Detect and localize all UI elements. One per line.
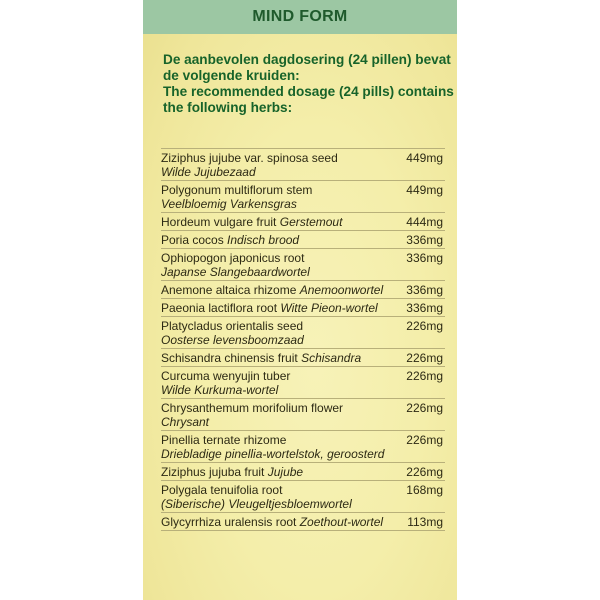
herb-dutch-name: Oosterse levensboomzaad xyxy=(161,333,304,347)
herb-row xyxy=(161,512,445,531)
herb-dose: 168mg xyxy=(406,483,443,497)
herb-name: Hordeum vulgare fruit xyxy=(161,215,277,229)
herb-dose: 336mg xyxy=(406,301,443,315)
herb-row xyxy=(161,366,445,398)
herb-dutch-name: Wilde Kurkuma-wortel xyxy=(161,383,279,397)
herb-row xyxy=(161,462,445,480)
herb-row xyxy=(161,180,445,212)
herb-row xyxy=(161,212,445,230)
herb-name: Poria cocos xyxy=(161,233,224,247)
intro-line: The recommended dosage (24 pills) contains xyxy=(163,84,454,99)
herb-dose: 113mg xyxy=(407,515,443,529)
herb-dutch-name: Anemoonwortel xyxy=(299,283,384,297)
herb-dose: 226mg xyxy=(406,351,443,365)
herb-row xyxy=(161,248,445,280)
herb-dose: 336mg xyxy=(406,283,443,297)
herb-name: Chrysanthemum morifolium flower xyxy=(161,401,344,415)
herb-dutch-name: Jujube xyxy=(267,465,304,479)
dosage-intro xyxy=(163,52,453,116)
herb-dose: 444mg xyxy=(406,215,443,229)
herb-name: Ziziphus jujuba fruit xyxy=(161,465,265,479)
herb-table xyxy=(161,148,445,531)
herb-dutch-name: Chrysant xyxy=(161,415,210,429)
herb-dutch-name: Indisch brood xyxy=(227,233,300,247)
herb-name: Curcuma wenyujin tuber xyxy=(161,369,291,383)
herb-row xyxy=(161,430,445,462)
herb-row xyxy=(161,316,445,348)
herb-name: Glycyrrhiza uralensis root xyxy=(161,515,297,529)
intro-line: de volgende kruiden: xyxy=(163,68,300,83)
herb-dose: 336mg xyxy=(406,233,443,247)
herb-dutch-name: (Siberische) Vleugeltjesbloemwortel xyxy=(161,497,352,511)
herb-dutch-name: Schisandra xyxy=(301,351,362,365)
herb-name: Paeonia lactiflora root xyxy=(161,301,278,315)
product-label xyxy=(143,0,457,600)
herb-row xyxy=(161,398,445,430)
herb-dose: 226mg xyxy=(406,369,443,383)
herb-row xyxy=(161,348,445,366)
herb-name: Platycladus orientalis seed xyxy=(161,319,304,333)
herb-dutch-name: Wilde Jujubezaad xyxy=(161,165,256,179)
herb-dutch-name: Zoethout-wortel xyxy=(299,515,384,529)
herb-dutch-name: Veelbloemig Varkensgras xyxy=(161,197,297,211)
herb-row xyxy=(161,148,445,180)
herb-name: Ophiopogon japonicus root xyxy=(161,251,305,265)
herb-dose: 336mg xyxy=(406,251,443,265)
title-band xyxy=(143,0,457,34)
herb-dutch-name: Witte Pieon-wortel xyxy=(280,301,378,315)
intro-line: De aanbevolen dagdosering (24 pillen) bevat xyxy=(163,52,451,67)
herb-dose: 226mg xyxy=(406,319,443,333)
herb-name: Schisandra chinensis fruit xyxy=(161,351,298,365)
label-title: MIND FORM xyxy=(252,8,348,25)
herb-dutch-name: Gerstemout xyxy=(279,215,343,229)
herb-row xyxy=(161,230,445,248)
herb-dose: 226mg xyxy=(406,401,443,415)
herb-row xyxy=(161,298,445,316)
herb-name: Ziziphus jujube var. spinosa seed xyxy=(161,151,338,165)
herb-row xyxy=(161,280,445,298)
herb-dose: 226mg xyxy=(406,433,443,447)
herb-dutch-name: Driebladige pinellia-wortelstok, geroosterd xyxy=(161,447,385,461)
herb-name: Polygala tenuifolia root xyxy=(161,483,283,497)
herb-dose: 449mg xyxy=(406,151,443,165)
herb-name: Anemone altaica rhizome xyxy=(161,283,297,297)
herb-dutch-name: Japanse Slangebaardwortel xyxy=(161,265,310,279)
herb-dose: 226mg xyxy=(406,465,443,479)
intro-line: the following herbs: xyxy=(163,100,293,115)
herb-dose: 449mg xyxy=(406,183,443,197)
herb-name: Polygonum multiflorum stem xyxy=(161,183,313,197)
herb-row xyxy=(161,480,445,512)
herb-name: Pinellia ternate rhizome xyxy=(161,433,287,447)
